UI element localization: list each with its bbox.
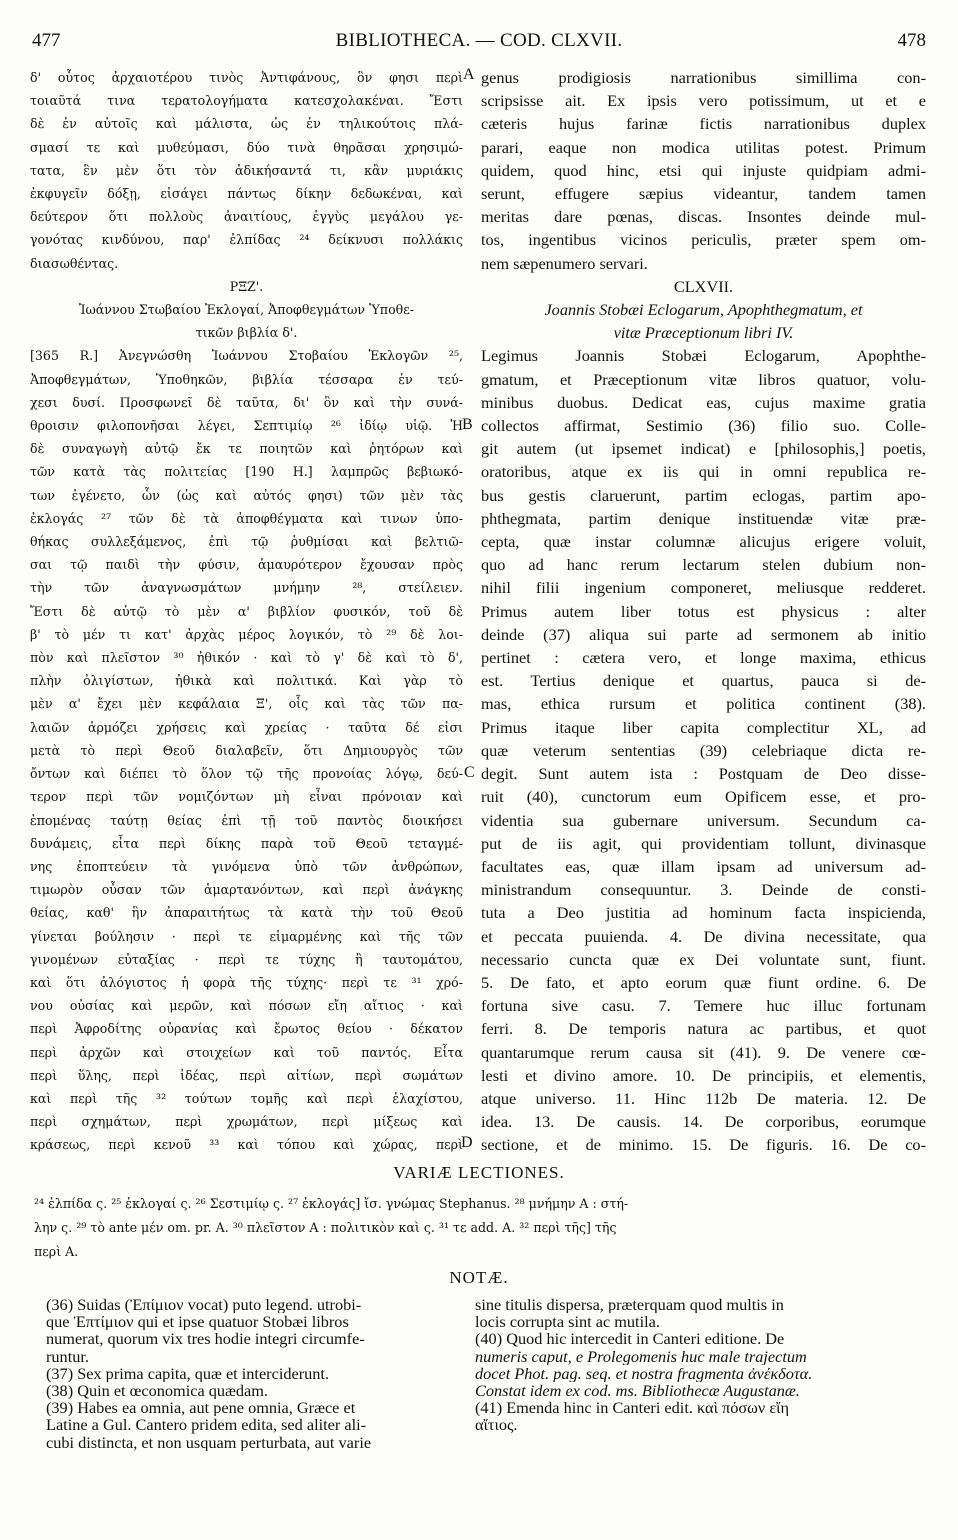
latin-text-line: quidem, quod hinc, etsi qui injuste quidpiam admi- xyxy=(481,160,926,180)
greek-text-line: β' τὸ μέν τι κατ' ἀρχὰς μέρος λογικόν, τὸ ²⁹ δὲ λοι- xyxy=(30,626,463,642)
latin-text-line: atque universo. 11. Hinc 112b De materia. 12. De xyxy=(481,1088,926,1108)
latin-text-line: degit. Sunt autem ista : Postquam de Deo disse- xyxy=(481,764,926,784)
latin-text-line: phthegmata, partim denique instituendæ vitæ præ- xyxy=(481,508,926,528)
latin-text-line: lesti et divino amore. 10. De principiis, et elementis, xyxy=(481,1065,926,1085)
greek-text-line: τοιαῦτά τινα τερατολογήματα κατεσχολακέναι. Ἔστι xyxy=(30,93,463,109)
greek-text-line: θροισιν φιλοπονῆσαι λέγει, Σεπτιμίῳ ²⁶ ἰδίῳ υἱῷ. Ἡ xyxy=(30,418,463,434)
greek-text-line: δ' οὗτος ἀρχαιοτέρου τινὸς Ἀντιφάνους, ὃν φησι περὶ xyxy=(30,70,463,85)
note-line: (40) Quod hic intercedit in Canteri editione. De xyxy=(475,1330,785,1348)
latin-text-line: deinde (37) aliqua sui parte ad sermonem ab initio xyxy=(481,624,926,644)
latin-text-line: put de iis agit, qui providentiam tollunt, divinasque xyxy=(481,833,926,853)
latin-text-line: quantarumque rerum causa sit (41). 9. De venere cœ- xyxy=(481,1042,926,1062)
note-line: numeris caput, e Prolegomenis huc male trajectum xyxy=(475,1347,807,1365)
note-line: locis corrupta sint ac mutila. xyxy=(475,1313,660,1331)
greek-text-line: δεύτερον ὅτι πολλοὺς ἀναιτίους, ἐγγὺς μεγάλου γε- xyxy=(30,209,463,225)
latin-text-line: meritas dare pœnas, discas. Insontes deinde mul- xyxy=(481,207,926,227)
running-head xyxy=(32,30,926,54)
latin-text-line: collectos affirmat, Sestimio (36) filio suo. Colle- xyxy=(481,416,926,436)
latin-text-line: tuta a Deo justitia ad hominum facta inspicienda, xyxy=(481,903,926,923)
margin-letter-b: B xyxy=(462,416,473,433)
margin-letter-a: A xyxy=(463,66,475,83)
latin-text-line: fortuna sive casu. 7. Temere huc illuc fortunam xyxy=(481,996,926,1016)
greek-text-line: μετὰ τὸ περὶ Θεοῦ διαλαβεῖν, ὅτι Δημιουργὸς τῶν xyxy=(30,742,463,758)
greek-main-text xyxy=(30,344,463,1156)
greek-intro-text xyxy=(30,66,463,275)
margin-letter-d: D xyxy=(461,1134,473,1151)
latin-codex-number: CLXVII. xyxy=(673,276,734,296)
greek-codex-heading xyxy=(30,298,463,344)
variant-line: περὶ A. xyxy=(34,1244,79,1259)
latin-text-line: necessario cuncta quæ ex Dei voluntate sunt, fiunt. xyxy=(481,949,926,969)
note-line: (38) Quin et œconomica quædam. xyxy=(46,1382,269,1400)
latin-text-line: parari, eaque non modica utilitas potest. Primum xyxy=(481,137,926,157)
greek-text-line: των ἐγένετο, ὧν (ὡς καὶ αὐτός φησι) τῶν μὲν τὰς xyxy=(30,487,463,503)
note-line: cubi distincta, et non usquam perturbata, aut varie xyxy=(46,1433,372,1451)
latin-heading-line: vitæ Præceptionum libri IV. xyxy=(613,323,794,343)
greek-text-line: περὶ Ἀφροδίτης οὐρανίας καὶ ἔρωτος θείου · δέκατον xyxy=(30,1021,463,1037)
greek-text-line: κράσεως, περὶ κενοῦ ³³ καὶ τόπου καὶ χώρας, περὶ xyxy=(30,1137,463,1153)
greek-text-line: καὶ ὅτι ἀλόγιστος ἡ φορὰ τῆς τύχης· περὶ τε ³¹ χρό- xyxy=(30,974,463,990)
variae-lectiones-title: VARIÆ LECTIONES. xyxy=(393,1163,565,1182)
latin-text-line: scripsisse ait. Ex ipsis vero potissimum, ut et e xyxy=(481,91,926,111)
notae-title: NOTÆ. xyxy=(449,1268,509,1287)
greek-text-line: νης ἐποπτεύειν τὰ γινόμενα ὑπὸ τῶν ἀνθρώπων, xyxy=(30,858,463,874)
greek-text-line: τὴν τῶν ἀναγνωσμάτων μνήμην ²⁸, στείλειεν. xyxy=(30,580,463,596)
greek-text-line: τερον περὶ τῶν νομιζόντων μὴ εἶναι πρόνοιαν καὶ xyxy=(30,789,463,805)
note-line: sine titulis dispersa, præterquam quod multis in xyxy=(475,1296,784,1314)
page-title: BIBLIOTHECA. — COD. CLXVII. xyxy=(335,30,623,51)
latin-text-line: sectione, et de minimo. 15. De figuris. 16. De co- xyxy=(481,1135,926,1155)
greek-text-line: περὶ ὕλης, περὶ ἰδέας, περὶ αἰτίων, περὶ σωμάτων xyxy=(30,1067,463,1083)
greek-text-line: σμασί τε καὶ μυθεύμασι, δύο τινὰ θηρᾶσαι χρησιμώ- xyxy=(30,139,463,155)
latin-main-text xyxy=(481,344,926,1156)
latin-text-line: nem sæpenumero servari. xyxy=(481,253,648,273)
variae-lectiones-text xyxy=(34,1192,926,1264)
latin-codex-heading xyxy=(481,298,926,344)
latin-text-line: bus gestis claruerunt, partim eclogas, partim apo- xyxy=(481,485,926,505)
latin-text-line: gmatum, et Præceptionum vitæ libros quatuor, volu- xyxy=(481,369,926,389)
notes-right-column xyxy=(475,1296,917,1434)
greek-text-line: [365 R.] Ἀνεγνώσθη Ἰωάννου Στοβαίου Ἐκλογῶν ²⁵, xyxy=(30,348,463,364)
greek-text-line: περὶ ἀρχῶν καὶ στοιχείων καὶ τοῦ παντός. Εἶτα xyxy=(30,1044,463,1060)
greek-text-line: πὸν καὶ πλεῖστον ³⁰ ἠθικόν · καὶ τὸ γ' δὲ καὶ τὸ δ', xyxy=(30,650,463,666)
latin-text-line: videntia sua gubernare universum. Secundum ca- xyxy=(481,810,926,830)
greek-text-line: γίνεται βούλησιν · περὶ τε εἱμαρμένης καὶ τῆς τῶν xyxy=(30,928,463,944)
latin-text-line: ferri. 8. De temporis natura ac partibus, et quot xyxy=(481,1019,926,1039)
greek-text-line: γινομένων εὐταξίας · περὶ τε τύχης ἢ ταυτομάτου, xyxy=(30,951,463,967)
greek-text-line: καὶ περὶ τῆς ³² τούτων τομῆς καὶ περὶ ἐλαχίστου, xyxy=(30,1090,463,1106)
greek-text-line: θείας, καθ' ἣν ἀπαραιτήτως τὰ κατὰ τὴν τοῦ Θεοῦ xyxy=(30,905,463,921)
greek-text-line: δυνάμεις, εἶτα περὶ δίκης παρὰ τοῦ Θεοῦ τεταγμέ- xyxy=(30,835,463,851)
latin-column xyxy=(481,66,926,1157)
greek-text-line: γονότας κινδύνου, παρ' ἐλπίδας ²⁴ δείκνυσι πολλάκις xyxy=(30,232,463,248)
margin-letter-c: C xyxy=(464,764,475,781)
latin-text-line: ruit (40), cunctorum eum Opificem esse, et pro- xyxy=(481,787,926,807)
note-line: Latine a Gul. Cantero pridem edita, sed aliter ali- xyxy=(46,1416,367,1434)
latin-text-line: est. Tertius denique et quartus, pauca si de- xyxy=(481,671,926,691)
latin-text-line: Legimus Joannis Stobæi Eclogarum, Apophthe- xyxy=(481,346,926,366)
latin-text-line: nihil filii ingenium componeret, meliusque redderet. xyxy=(481,578,926,598)
latin-text-line: mas, ethica rursum et politica continent (38). xyxy=(481,694,926,714)
note-line: (36) Suidas (Ἐπίμιον vocat) puto legend. utrobi- xyxy=(46,1296,362,1314)
note-line: numerat, quorum vix tres hodie integri circumfe- xyxy=(46,1330,365,1348)
latin-text-line: et peccata puuienda. 4. De divina necessitate, qua xyxy=(481,926,926,946)
greek-text-line: θήκας συλλεξάμενος, ἐπὶ τῷ ῥυθμίσαι καὶ βελτιῶ- xyxy=(30,534,463,550)
greek-text-line: δὲ ἐν αὐτοῖς καὶ μάλιστα, ὡς ἐν τηλικούτοις πλά- xyxy=(30,116,463,132)
note-line: docet Phot. pag. seq. et nostra fragmenta ἀνέκδοτα. xyxy=(475,1364,813,1383)
latin-text-line: minibus duobus. Dedicat eas, cujus maxime gratia xyxy=(481,392,926,412)
greek-text-line: ἑπομένας ταύτῃ θείας ἐπὶ τῇ τοῦ παντὸς διοικήσει xyxy=(30,812,463,828)
latin-text-line: pertinet : cætera vero, et longe maxima, ethicus xyxy=(481,648,926,668)
greek-text-line: νου οὐσίας καὶ μερῶν, καὶ πόσων εἴη αἴτιος · καὶ xyxy=(30,998,463,1014)
note-line: (41) Emenda hinc in Canteri edit. καὶ πόσων εἴη xyxy=(475,1399,790,1417)
greek-text-line: τατα, ἓν μὲν ὅτι τὸν ἀδικήσαντά τι, κἂν μυριάκις xyxy=(30,162,463,178)
latin-text-line: idea. 13. De causis. 14. De corporibus, eorumque xyxy=(481,1112,926,1132)
greek-text-line: περὶ σχημάτων, περὶ χρωμάτων, περὶ μίξεως καὶ xyxy=(30,1114,463,1130)
note-line: que Ἐπτίμιον qui et ipse quatuor Stobæi libros xyxy=(46,1313,349,1331)
greek-text-line: διασωθέντας. xyxy=(30,255,119,271)
latin-heading-line: Joannis Stobæi Eclogarum, Apophthegmatum, et xyxy=(544,300,863,320)
notes-left-column xyxy=(46,1296,458,1451)
greek-text-line: δὲ συναγωγὴ αὐτῷ ἔκ τε ποιητῶν καὶ ῥητόρων καὶ xyxy=(30,441,463,457)
greek-text-line: μὲν α' ἔχει μὲν κεφάλαια Ξ', οἷς καὶ τὰς τῶν πα- xyxy=(30,696,463,712)
greek-text-line: ὄντων καὶ διέπει τὸ ὅλον τῷ τῆς προνοίας λόγῳ, δεύ- xyxy=(30,766,463,782)
latin-text-line: 5. De fato, et apto eorum quæ fiunt ordine. 6. De xyxy=(481,972,926,992)
variant-line: ²⁴ ἐλπίδα ς. ²⁵ ἐκλογαί ς. ²⁶ Σεστιμίῳ ς. ²⁷ ἐκλογάς] ἴσ. γνώμας Stephanus. ²⁸ μνήμην A : στή- xyxy=(34,1196,629,1211)
latin-text-line: cepta, quæ instar columnæ alicujus erigere voluit, xyxy=(481,532,926,552)
latin-text-line: cæteris hujus farinæ fictis narrationibus duplex xyxy=(481,114,926,134)
latin-text-line: serunt, effugere sæpius videantur, tandem tamen xyxy=(481,184,926,204)
latin-text-line: facultates eas, quæ illam ipsam ad universum ad- xyxy=(481,856,926,876)
greek-text-line: σαι τῷ παιδὶ τὴν φύσιν, ἀμαυρότερον ἔχουσαν πρὸς xyxy=(30,557,463,573)
note-line: (39) Habes ea omnia, aut pene omnia, Græce et xyxy=(46,1399,356,1417)
greek-column xyxy=(30,66,463,1157)
greek-text-line: πλὴν ὀλιγίστων, ἠθικὰ καὶ πολιτικά. Καὶ γὰρ τὸ xyxy=(30,673,463,689)
latin-text-line: ministrandum consequuntur. 3. Deinde de consti- xyxy=(481,880,926,900)
greek-text-line: Ἀποφθεγμάτων, Ὑποθηκῶν, βιβλία τέσσαρα ἐν τεύ- xyxy=(30,371,463,387)
greek-heading-line: τικῶν βιβλία δ'. xyxy=(195,325,298,341)
note-line: αἴτιος. xyxy=(475,1416,518,1434)
latin-text-line: Primus itaque liber capita complectitur XL, ad xyxy=(481,717,926,737)
page-number-right: 478 xyxy=(897,30,926,51)
greek-text-line: ἐκλογάς ²⁷ τῶν δὲ τὰ ἀποφθέγματα καὶ τινων ὑπο- xyxy=(30,510,463,526)
latin-intro-text xyxy=(481,66,926,275)
greek-codex-number: ΡΞΖ'. xyxy=(229,278,264,294)
latin-text-line: tos, ingentibus vicinos periculis, præter spem om- xyxy=(481,230,926,250)
latin-text-line: quæ veterum sententias (39) celebriaque dicta re- xyxy=(481,740,926,760)
greek-text-line: τιμωρὸν οὖσαν τῶν ἁμαρτανόντων, καὶ περὶ ἀνάγκης xyxy=(30,882,463,898)
note-line: Constat idem ex cod. ms. Bibliothecæ Augustanæ. xyxy=(475,1382,800,1400)
greek-text-line: λαιῶν ἁρμόζει χρήσεις καὶ χρείας · ταῦτα δέ εἰσι xyxy=(30,719,463,735)
greek-text-line: ἐκφυγεῖν δόξῃ, εἰσάγει πάντως δίκην δεδωκέναι, καὶ xyxy=(30,186,463,202)
greek-text-line: Ἔστι δὲ αὐτῷ τὸ μὲν α' βιβλίον φυσικόν, τοῦ δὲ xyxy=(30,603,463,619)
latin-text-line: oratoribus, atque ex iis qui in omni republica re- xyxy=(481,462,926,482)
page-number-left: 477 xyxy=(32,30,61,51)
latin-text-line: quo ad hanc rerum lectarum stelen dubium non- xyxy=(481,555,926,575)
note-line: (37) Sex prima capita, quæ et interciderunt. xyxy=(46,1364,330,1383)
greek-text-line: χεσι δυσί. Προσφωνεῖ δὲ ταῦτα, δι' ὃν καὶ τὴν συνά- xyxy=(30,394,463,410)
greek-heading-line: Ἰωάννου Στωβαίου Ἐκλογαί, Ἀποφθεγμάτων Ὑποθε- xyxy=(78,302,415,318)
latin-text-line: genus prodigiosis narrationibus simillima con- xyxy=(481,68,926,87)
variant-line: λην ς. ²⁹ τὸ ante μέν om. pr. A. ³⁰ πλεῖστον A : πολιτικὸν καὶ ς. ³¹ τε add. A. ³² περὶ τῆς] τῆς xyxy=(34,1220,617,1235)
greek-text-line: τῶν κατὰ τὰς πολιτείας [190 H.] λαμπρῶς βεβιωκό- xyxy=(30,464,463,480)
note-line: runtur. xyxy=(46,1347,89,1365)
latin-text-line: git autem (ut ipsemet indicat) e [philosophis,] poetis, xyxy=(481,439,926,459)
latin-text-line: Primus autem liber totus est physicus : alter xyxy=(481,601,926,621)
